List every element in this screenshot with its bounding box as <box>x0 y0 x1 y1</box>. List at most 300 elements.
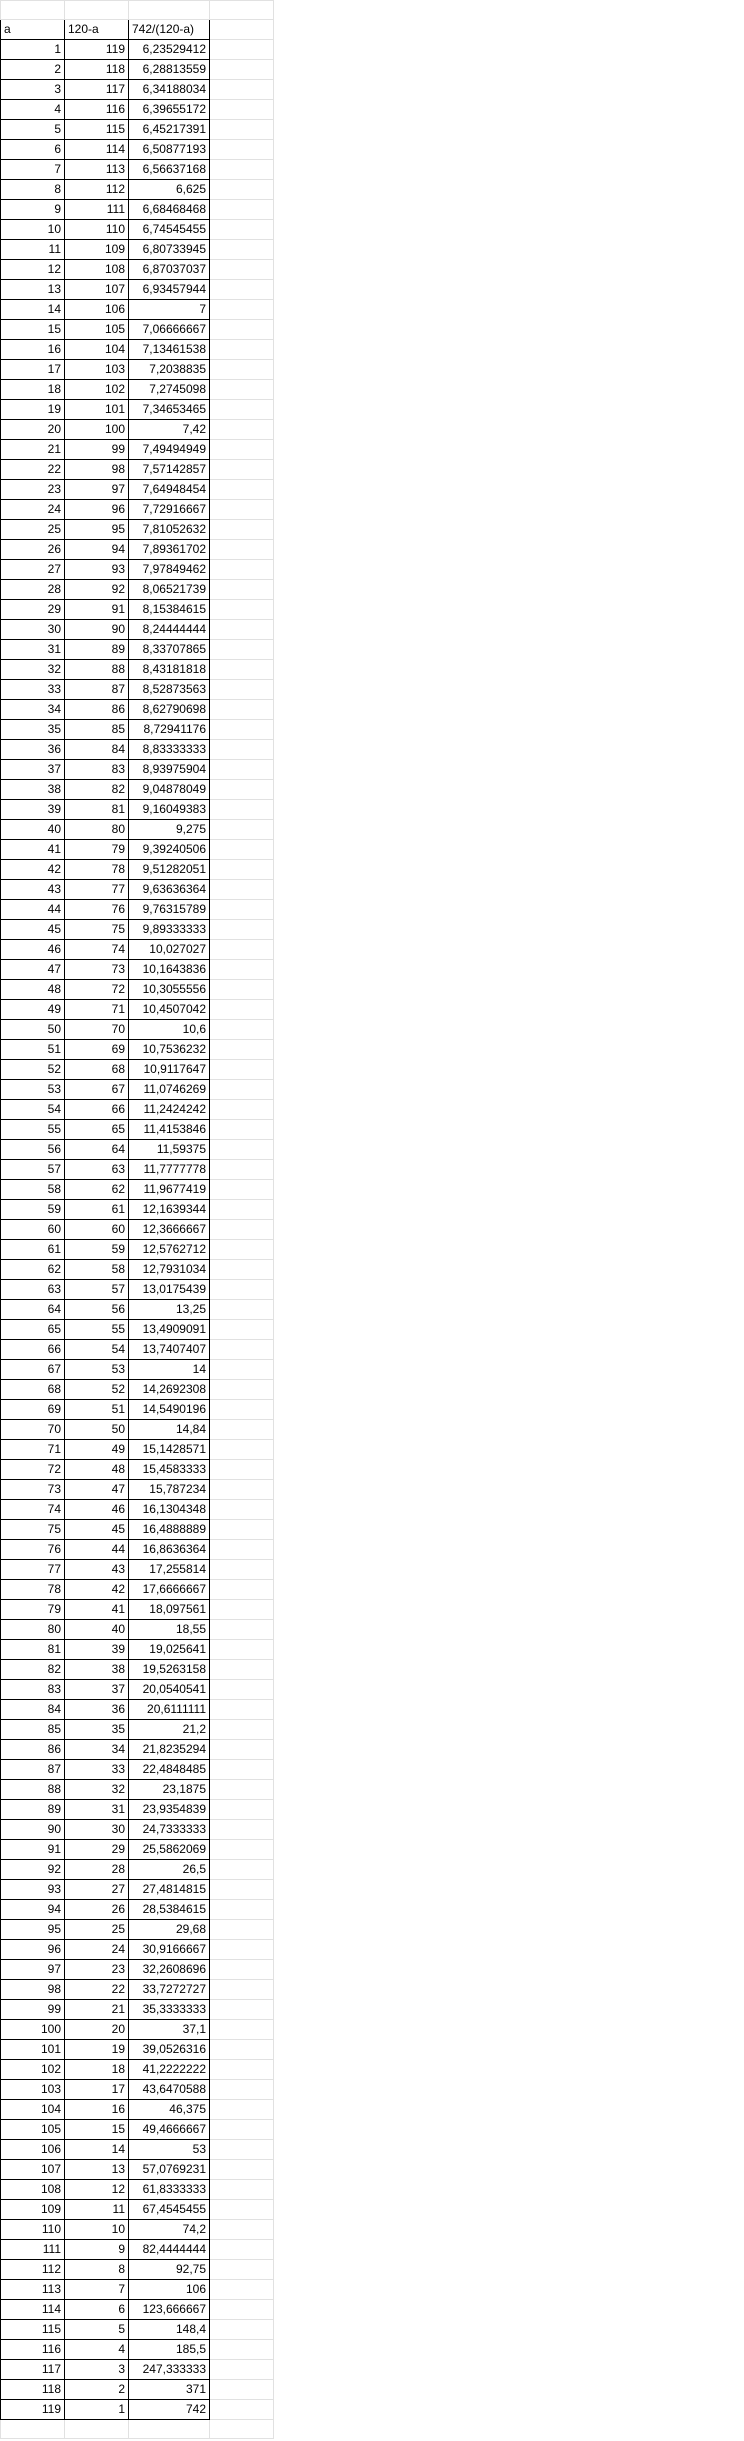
cell-120-minus-a[interactable]: 4 <box>65 2340 129 2360</box>
cell-120-minus-a[interactable]: 106 <box>65 300 129 320</box>
cell-a[interactable]: 43 <box>1 880 65 900</box>
cell-quotient[interactable]: 82,4444444 <box>129 2240 210 2260</box>
empty-cell[interactable] <box>210 40 274 60</box>
cell-quotient[interactable]: 10,4507042 <box>129 1000 210 1020</box>
empty-cell[interactable] <box>210 2160 274 2180</box>
empty-cell[interactable] <box>210 740 274 760</box>
cell-120-minus-a[interactable]: 25 <box>65 1920 129 1940</box>
cell-quotient[interactable]: 7,06666667 <box>129 320 210 340</box>
empty-cell[interactable] <box>210 280 274 300</box>
cell-quotient[interactable]: 8,24444444 <box>129 620 210 640</box>
cell-quotient[interactable]: 21,2 <box>129 1720 210 1740</box>
cell-120-minus-a[interactable]: 32 <box>65 1780 129 1800</box>
empty-cell[interactable] <box>210 480 274 500</box>
empty-cell[interactable] <box>210 1620 274 1640</box>
cell-120-minus-a[interactable]: 90 <box>65 620 129 640</box>
cell-a[interactable]: 117 <box>1 2360 65 2380</box>
cell-quotient[interactable]: 14,5490196 <box>129 1400 210 1420</box>
cell-quotient[interactable]: 26,5 <box>129 1860 210 1880</box>
cell-quotient[interactable]: 8,72941176 <box>129 720 210 740</box>
cell-quotient[interactable]: 6,93457944 <box>129 280 210 300</box>
cell-quotient[interactable]: 13,0175439 <box>129 1280 210 1300</box>
cell-a[interactable]: 91 <box>1 1840 65 1860</box>
empty-cell[interactable] <box>210 1640 274 1660</box>
empty-cell[interactable] <box>210 980 274 1000</box>
cell-quotient[interactable]: 23,9354839 <box>129 1800 210 1820</box>
cell-a[interactable]: 104 <box>1 2100 65 2120</box>
cell-120-minus-a[interactable]: 5 <box>65 2320 129 2340</box>
cell-a[interactable]: 5 <box>1 120 65 140</box>
cell-quotient[interactable]: 15,4583333 <box>129 1460 210 1480</box>
empty-cell[interactable] <box>210 1320 274 1340</box>
cell-quotient[interactable]: 92,75 <box>129 2260 210 2280</box>
cell-quotient[interactable]: 53 <box>129 2140 210 2160</box>
empty-cell[interactable] <box>210 2400 274 2420</box>
empty-cell[interactable] <box>210 700 274 720</box>
cell-quotient[interactable]: 18,55 <box>129 1620 210 1640</box>
cell-120-minus-a[interactable]: 119 <box>65 40 129 60</box>
empty-cell[interactable] <box>210 2340 274 2360</box>
empty-cell[interactable] <box>210 1540 274 1560</box>
cell-quotient[interactable]: 123,666667 <box>129 2300 210 2320</box>
cell-120-minus-a[interactable]: 60 <box>65 1220 129 1240</box>
empty-cell[interactable] <box>210 1980 274 2000</box>
cell-a[interactable]: 46 <box>1 940 65 960</box>
cell-120-minus-a[interactable]: 38 <box>65 1660 129 1680</box>
cell-a[interactable]: 119 <box>1 2400 65 2420</box>
cell-a[interactable]: 45 <box>1 920 65 940</box>
empty-cell[interactable] <box>210 2020 274 2040</box>
cell-quotient[interactable]: 32,2608696 <box>129 1960 210 1980</box>
cell-120-minus-a[interactable]: 109 <box>65 240 129 260</box>
cell-a[interactable]: 2 <box>1 60 65 80</box>
cell-120-minus-a[interactable]: 86 <box>65 700 129 720</box>
cell-quotient[interactable]: 7 <box>129 300 210 320</box>
empty-cell[interactable] <box>210 1300 274 1320</box>
empty-cell[interactable] <box>210 100 274 120</box>
cell-a[interactable]: 20 <box>1 420 65 440</box>
cell-120-minus-a[interactable]: 80 <box>65 820 129 840</box>
cell-120-minus-a[interactable]: 100 <box>65 420 129 440</box>
cell-120-minus-a[interactable]: 24 <box>65 1940 129 1960</box>
cell-120-minus-a[interactable]: 67 <box>65 1080 129 1100</box>
cell-a[interactable]: 101 <box>1 2040 65 2060</box>
empty-cell[interactable] <box>210 2360 274 2380</box>
cell-a[interactable]: 115 <box>1 2320 65 2340</box>
empty-cell[interactable] <box>210 1960 274 1980</box>
cell-120-minus-a[interactable]: 118 <box>65 60 129 80</box>
cell-quotient[interactable]: 6,68468468 <box>129 200 210 220</box>
cell-120-minus-a[interactable]: 50 <box>65 1420 129 1440</box>
cell-quotient[interactable]: 6,34188034 <box>129 80 210 100</box>
cell-120-minus-a[interactable]: 78 <box>65 860 129 880</box>
cell-120-minus-a[interactable]: 95 <box>65 520 129 540</box>
cell-quotient[interactable]: 9,39240506 <box>129 840 210 860</box>
cell-quotient[interactable]: 6,56637168 <box>129 160 210 180</box>
cell-quotient[interactable]: 29,68 <box>129 1920 210 1940</box>
empty-cell[interactable] <box>210 1600 274 1620</box>
empty-cell[interactable] <box>210 240 274 260</box>
empty-cell[interactable] <box>210 400 274 420</box>
cell-quotient[interactable]: 12,3666667 <box>129 1220 210 1240</box>
cell-quotient[interactable]: 61,8333333 <box>129 2180 210 2200</box>
empty-cell[interactable] <box>210 2240 274 2260</box>
cell-quotient[interactable]: 19,025641 <box>129 1640 210 1660</box>
empty-cell[interactable] <box>210 1720 274 1740</box>
cell-a[interactable]: 61 <box>1 1240 65 1260</box>
cell-a[interactable]: 12 <box>1 260 65 280</box>
empty-cell[interactable] <box>210 1020 274 1040</box>
empty-cell[interactable] <box>210 960 274 980</box>
cell-quotient[interactable]: 16,8636364 <box>129 1540 210 1560</box>
cell-120-minus-a[interactable]: 88 <box>65 660 129 680</box>
empty-cell[interactable] <box>210 1140 274 1160</box>
empty-cell[interactable] <box>210 1560 274 1580</box>
empty-cell[interactable] <box>210 2180 274 2200</box>
cell-quotient[interactable]: 6,28813559 <box>129 60 210 80</box>
cell-120-minus-a[interactable]: 21 <box>65 2000 129 2020</box>
cell-120-minus-a[interactable]: 116 <box>65 100 129 120</box>
empty-cell[interactable] <box>210 2420 274 2439</box>
cell-120-minus-a[interactable]: 3 <box>65 2360 129 2380</box>
cell-quotient[interactable]: 22,4848485 <box>129 1760 210 1780</box>
column-header[interactable]: a <box>1 20 65 40</box>
empty-cell[interactable] <box>210 1760 274 1780</box>
cell-120-minus-a[interactable]: 113 <box>65 160 129 180</box>
cell-a[interactable]: 49 <box>1 1000 65 1020</box>
cell-120-minus-a[interactable]: 115 <box>65 120 129 140</box>
empty-cell[interactable] <box>210 820 274 840</box>
cell-a[interactable]: 33 <box>1 680 65 700</box>
cell-120-minus-a[interactable]: 103 <box>65 360 129 380</box>
cell-quotient[interactable]: 9,04878049 <box>129 780 210 800</box>
cell-quotient[interactable]: 7,34653465 <box>129 400 210 420</box>
empty-cell[interactable] <box>210 160 274 180</box>
column-header[interactable]: 120-a <box>65 20 129 40</box>
empty-cell[interactable] <box>210 540 274 560</box>
cell-120-minus-a[interactable]: 53 <box>65 1360 129 1380</box>
empty-cell[interactable] <box>210 1180 274 1200</box>
cell-120-minus-a[interactable]: 51 <box>65 1400 129 1420</box>
empty-cell[interactable] <box>210 880 274 900</box>
cell-a[interactable]: 82 <box>1 1660 65 1680</box>
empty-cell[interactable] <box>210 1740 274 1760</box>
empty-cell[interactable] <box>210 1060 274 1080</box>
cell-quotient[interactable]: 35,3333333 <box>129 2000 210 2020</box>
cell-120-minus-a[interactable]: 30 <box>65 1820 129 1840</box>
cell-120-minus-a[interactable]: 94 <box>65 540 129 560</box>
cell-a[interactable]: 4 <box>1 100 65 120</box>
cell-a[interactable]: 52 <box>1 1060 65 1080</box>
cell-quotient[interactable]: 9,76315789 <box>129 900 210 920</box>
cell-a[interactable]: 108 <box>1 2180 65 2200</box>
cell-120-minus-a[interactable]: 92 <box>65 580 129 600</box>
cell-120-minus-a[interactable]: 20 <box>65 2020 129 2040</box>
empty-cell[interactable] <box>210 120 274 140</box>
cell-a[interactable]: 86 <box>1 1740 65 1760</box>
cell-a[interactable]: 97 <box>1 1960 65 1980</box>
cell-quotient[interactable]: 17,6666667 <box>129 1580 210 1600</box>
cell-a[interactable]: 25 <box>1 520 65 540</box>
cell-120-minus-a[interactable]: 27 <box>65 1880 129 1900</box>
cell-quotient[interactable]: 30,9166667 <box>129 1940 210 1960</box>
cell-120-minus-a[interactable]: 73 <box>65 960 129 980</box>
cell-quotient[interactable]: 13,25 <box>129 1300 210 1320</box>
cell-quotient[interactable]: 14 <box>129 1360 210 1380</box>
empty-cell[interactable] <box>210 2000 274 2020</box>
empty-cell[interactable] <box>210 1580 274 1600</box>
cell-quotient[interactable]: 11,2424242 <box>129 1100 210 1120</box>
cell-a[interactable]: 11 <box>1 240 65 260</box>
cell-120-minus-a[interactable]: 112 <box>65 180 129 200</box>
cell-quotient[interactable]: 28,5384615 <box>129 1900 210 1920</box>
empty-cell[interactable] <box>210 1 274 20</box>
cell-120-minus-a[interactable]: 28 <box>65 1860 129 1880</box>
cell-120-minus-a[interactable]: 69 <box>65 1040 129 1060</box>
cell-120-minus-a[interactable]: 93 <box>65 560 129 580</box>
empty-cell[interactable] <box>210 440 274 460</box>
empty-cell[interactable] <box>210 1860 274 1880</box>
cell-120-minus-a[interactable]: 84 <box>65 740 129 760</box>
cell-a[interactable]: 8 <box>1 180 65 200</box>
cell-quotient[interactable]: 41,2222222 <box>129 2060 210 2080</box>
empty-cell[interactable] <box>210 2300 274 2320</box>
cell-a[interactable]: 76 <box>1 1540 65 1560</box>
cell-120-minus-a[interactable]: 9 <box>65 2240 129 2260</box>
cell-a[interactable]: 59 <box>1 1200 65 1220</box>
cell-a[interactable]: 81 <box>1 1640 65 1660</box>
cell-a[interactable]: 50 <box>1 1020 65 1040</box>
cell-120-minus-a[interactable]: 76 <box>65 900 129 920</box>
cell-a[interactable]: 78 <box>1 1580 65 1600</box>
cell-a[interactable]: 111 <box>1 2240 65 2260</box>
cell-a[interactable]: 103 <box>1 2080 65 2100</box>
cell-quotient[interactable]: 7,42 <box>129 420 210 440</box>
cell-quotient[interactable]: 16,4888889 <box>129 1520 210 1540</box>
empty-cell[interactable] <box>210 380 274 400</box>
empty-cell[interactable] <box>210 1500 274 1520</box>
cell-a[interactable]: 107 <box>1 2160 65 2180</box>
cell-120-minus-a[interactable]: 81 <box>65 800 129 820</box>
cell-a[interactable]: 26 <box>1 540 65 560</box>
cell-quotient[interactable]: 20,0540541 <box>129 1680 210 1700</box>
cell-a[interactable]: 27 <box>1 560 65 580</box>
empty-cell[interactable] <box>210 1460 274 1480</box>
empty-cell[interactable] <box>210 720 274 740</box>
cell-120-minus-a[interactable]: 10 <box>65 2220 129 2240</box>
cell-120-minus-a[interactable]: 97 <box>65 480 129 500</box>
cell-quotient[interactable]: 7,2745098 <box>129 380 210 400</box>
cell-quotient[interactable]: 7,72916667 <box>129 500 210 520</box>
cell-quotient[interactable]: 8,33707865 <box>129 640 210 660</box>
cell-120-minus-a[interactable]: 8 <box>65 2260 129 2280</box>
cell-a[interactable]: 56 <box>1 1140 65 1160</box>
cell-a[interactable]: 75 <box>1 1520 65 1540</box>
cell-quotient[interactable]: 8,52873563 <box>129 680 210 700</box>
cell-120-minus-a[interactable]: 19 <box>65 2040 129 2060</box>
cell-120-minus-a[interactable]: 54 <box>65 1340 129 1360</box>
cell-quotient[interactable]: 6,80733945 <box>129 240 210 260</box>
cell-a[interactable]: 85 <box>1 1720 65 1740</box>
cell-quotient[interactable]: 10,7536232 <box>129 1040 210 1060</box>
cell-quotient[interactable]: 74,2 <box>129 2220 210 2240</box>
cell-quotient[interactable]: 7,2038835 <box>129 360 210 380</box>
cell-a[interactable]: 89 <box>1 1800 65 1820</box>
empty-cell[interactable] <box>210 1420 274 1440</box>
cell-120-minus-a[interactable]: 68 <box>65 1060 129 1080</box>
empty-cell[interactable] <box>210 1100 274 1120</box>
cell-120-minus-a[interactable]: 6 <box>65 2300 129 2320</box>
cell-quotient[interactable]: 14,2692308 <box>129 1380 210 1400</box>
column-header[interactable]: 742/(120-a) <box>129 20 210 40</box>
cell-quotient[interactable]: 106 <box>129 2280 210 2300</box>
cell-quotient[interactable]: 25,5862069 <box>129 1840 210 1860</box>
cell-120-minus-a[interactable]: 102 <box>65 380 129 400</box>
cell-quotient[interactable]: 37,1 <box>129 2020 210 2040</box>
empty-cell[interactable] <box>1 2420 65 2439</box>
cell-120-minus-a[interactable]: 96 <box>65 500 129 520</box>
empty-cell[interactable] <box>210 80 274 100</box>
cell-quotient[interactable]: 20,6111111 <box>129 1700 210 1720</box>
cell-quotient[interactable]: 9,89333333 <box>129 920 210 940</box>
empty-cell[interactable] <box>210 1340 274 1360</box>
cell-quotient[interactable]: 7,81052632 <box>129 520 210 540</box>
cell-quotient[interactable]: 46,375 <box>129 2100 210 2120</box>
cell-120-minus-a[interactable]: 114 <box>65 140 129 160</box>
empty-cell[interactable] <box>210 1880 274 1900</box>
cell-120-minus-a[interactable]: 47 <box>65 1480 129 1500</box>
cell-a[interactable]: 13 <box>1 280 65 300</box>
cell-a[interactable]: 83 <box>1 1680 65 1700</box>
cell-120-minus-a[interactable]: 62 <box>65 1180 129 1200</box>
empty-cell[interactable] <box>210 2140 274 2160</box>
cell-quotient[interactable]: 12,7931034 <box>129 1260 210 1280</box>
cell-a[interactable]: 57 <box>1 1160 65 1180</box>
cell-quotient[interactable]: 13,7407407 <box>129 1340 210 1360</box>
empty-cell[interactable] <box>210 1220 274 1240</box>
cell-a[interactable]: 15 <box>1 320 65 340</box>
cell-a[interactable]: 109 <box>1 2200 65 2220</box>
cell-quotient[interactable]: 11,0746269 <box>129 1080 210 1100</box>
empty-cell[interactable] <box>210 2200 274 2220</box>
cell-quotient[interactable]: 9,16049383 <box>129 800 210 820</box>
cell-a[interactable]: 64 <box>1 1300 65 1320</box>
empty-cell[interactable] <box>210 320 274 340</box>
cell-120-minus-a[interactable]: 12 <box>65 2180 129 2200</box>
cell-quotient[interactable]: 27,4814815 <box>129 1880 210 1900</box>
cell-quotient[interactable]: 18,097561 <box>129 1600 210 1620</box>
empty-cell[interactable] <box>210 620 274 640</box>
cell-a[interactable]: 71 <box>1 1440 65 1460</box>
cell-quotient[interactable]: 13,4909091 <box>129 1320 210 1340</box>
empty-cell[interactable] <box>210 920 274 940</box>
cell-a[interactable]: 17 <box>1 360 65 380</box>
cell-120-minus-a[interactable]: 64 <box>65 1140 129 1160</box>
cell-quotient[interactable]: 39,0526316 <box>129 2040 210 2060</box>
cell-a[interactable]: 69 <box>1 1400 65 1420</box>
cell-120-minus-a[interactable]: 2 <box>65 2380 129 2400</box>
empty-cell[interactable] <box>210 340 274 360</box>
cell-quotient[interactable]: 11,59375 <box>129 1140 210 1160</box>
empty-cell[interactable] <box>210 1920 274 1940</box>
cell-a[interactable]: 38 <box>1 780 65 800</box>
cell-120-minus-a[interactable]: 43 <box>65 1560 129 1580</box>
empty-cell[interactable] <box>65 2420 129 2439</box>
cell-quotient[interactable]: 24,7333333 <box>129 1820 210 1840</box>
cell-quotient[interactable]: 10,027027 <box>129 940 210 960</box>
cell-120-minus-a[interactable]: 101 <box>65 400 129 420</box>
cell-120-minus-a[interactable]: 75 <box>65 920 129 940</box>
cell-quotient[interactable]: 8,83333333 <box>129 740 210 760</box>
cell-120-minus-a[interactable]: 65 <box>65 1120 129 1140</box>
cell-120-minus-a[interactable]: 89 <box>65 640 129 660</box>
cell-quotient[interactable]: 21,8235294 <box>129 1740 210 1760</box>
cell-120-minus-a[interactable]: 110 <box>65 220 129 240</box>
empty-cell[interactable] <box>210 1900 274 1920</box>
cell-quotient[interactable]: 17,255814 <box>129 1560 210 1580</box>
cell-quotient[interactable]: 11,9677419 <box>129 1180 210 1200</box>
cell-quotient[interactable]: 6,50877193 <box>129 140 210 160</box>
empty-cell[interactable] <box>129 2420 210 2439</box>
cell-a[interactable]: 44 <box>1 900 65 920</box>
empty-cell[interactable] <box>210 2320 274 2340</box>
empty-cell[interactable] <box>210 140 274 160</box>
cell-120-minus-a[interactable]: 22 <box>65 1980 129 2000</box>
cell-120-minus-a[interactable]: 15 <box>65 2120 129 2140</box>
cell-quotient[interactable]: 8,15384615 <box>129 600 210 620</box>
cell-a[interactable]: 54 <box>1 1100 65 1120</box>
cell-120-minus-a[interactable]: 79 <box>65 840 129 860</box>
cell-120-minus-a[interactable]: 35 <box>65 1720 129 1740</box>
cell-120-minus-a[interactable]: 74 <box>65 940 129 960</box>
cell-quotient[interactable]: 742 <box>129 2400 210 2420</box>
cell-120-minus-a[interactable]: 48 <box>65 1460 129 1480</box>
cell-quotient[interactable]: 8,93975904 <box>129 760 210 780</box>
cell-120-minus-a[interactable]: 83 <box>65 760 129 780</box>
cell-a[interactable]: 67 <box>1 1360 65 1380</box>
cell-a[interactable]: 92 <box>1 1860 65 1880</box>
empty-cell[interactable] <box>210 680 274 700</box>
cell-quotient[interactable]: 10,9117647 <box>129 1060 210 1080</box>
empty-cell[interactable] <box>210 1780 274 1800</box>
cell-120-minus-a[interactable]: 61 <box>65 1200 129 1220</box>
cell-a[interactable]: 112 <box>1 2260 65 2280</box>
empty-cell[interactable] <box>210 640 274 660</box>
cell-quotient[interactable]: 7,13461538 <box>129 340 210 360</box>
empty-cell[interactable] <box>210 2380 274 2400</box>
cell-quotient[interactable]: 9,51282051 <box>129 860 210 880</box>
cell-quotient[interactable]: 371 <box>129 2380 210 2400</box>
cell-quotient[interactable]: 6,23529412 <box>129 40 210 60</box>
empty-cell[interactable] <box>210 760 274 780</box>
cell-a[interactable]: 98 <box>1 1980 65 2000</box>
cell-a[interactable]: 93 <box>1 1880 65 1900</box>
cell-quotient[interactable]: 10,6 <box>129 1020 210 1040</box>
cell-a[interactable]: 34 <box>1 700 65 720</box>
cell-120-minus-a[interactable]: 77 <box>65 880 129 900</box>
cell-a[interactable]: 30 <box>1 620 65 640</box>
cell-120-minus-a[interactable]: 52 <box>65 1380 129 1400</box>
cell-120-minus-a[interactable]: 13 <box>65 2160 129 2180</box>
cell-120-minus-a[interactable]: 104 <box>65 340 129 360</box>
cell-a[interactable]: 68 <box>1 1380 65 1400</box>
cell-quotient[interactable]: 49,4666667 <box>129 2120 210 2140</box>
cell-a[interactable]: 40 <box>1 820 65 840</box>
cell-quotient[interactable]: 10,3055556 <box>129 980 210 1000</box>
cell-a[interactable]: 79 <box>1 1600 65 1620</box>
cell-a[interactable]: 96 <box>1 1940 65 1960</box>
cell-a[interactable]: 87 <box>1 1760 65 1780</box>
